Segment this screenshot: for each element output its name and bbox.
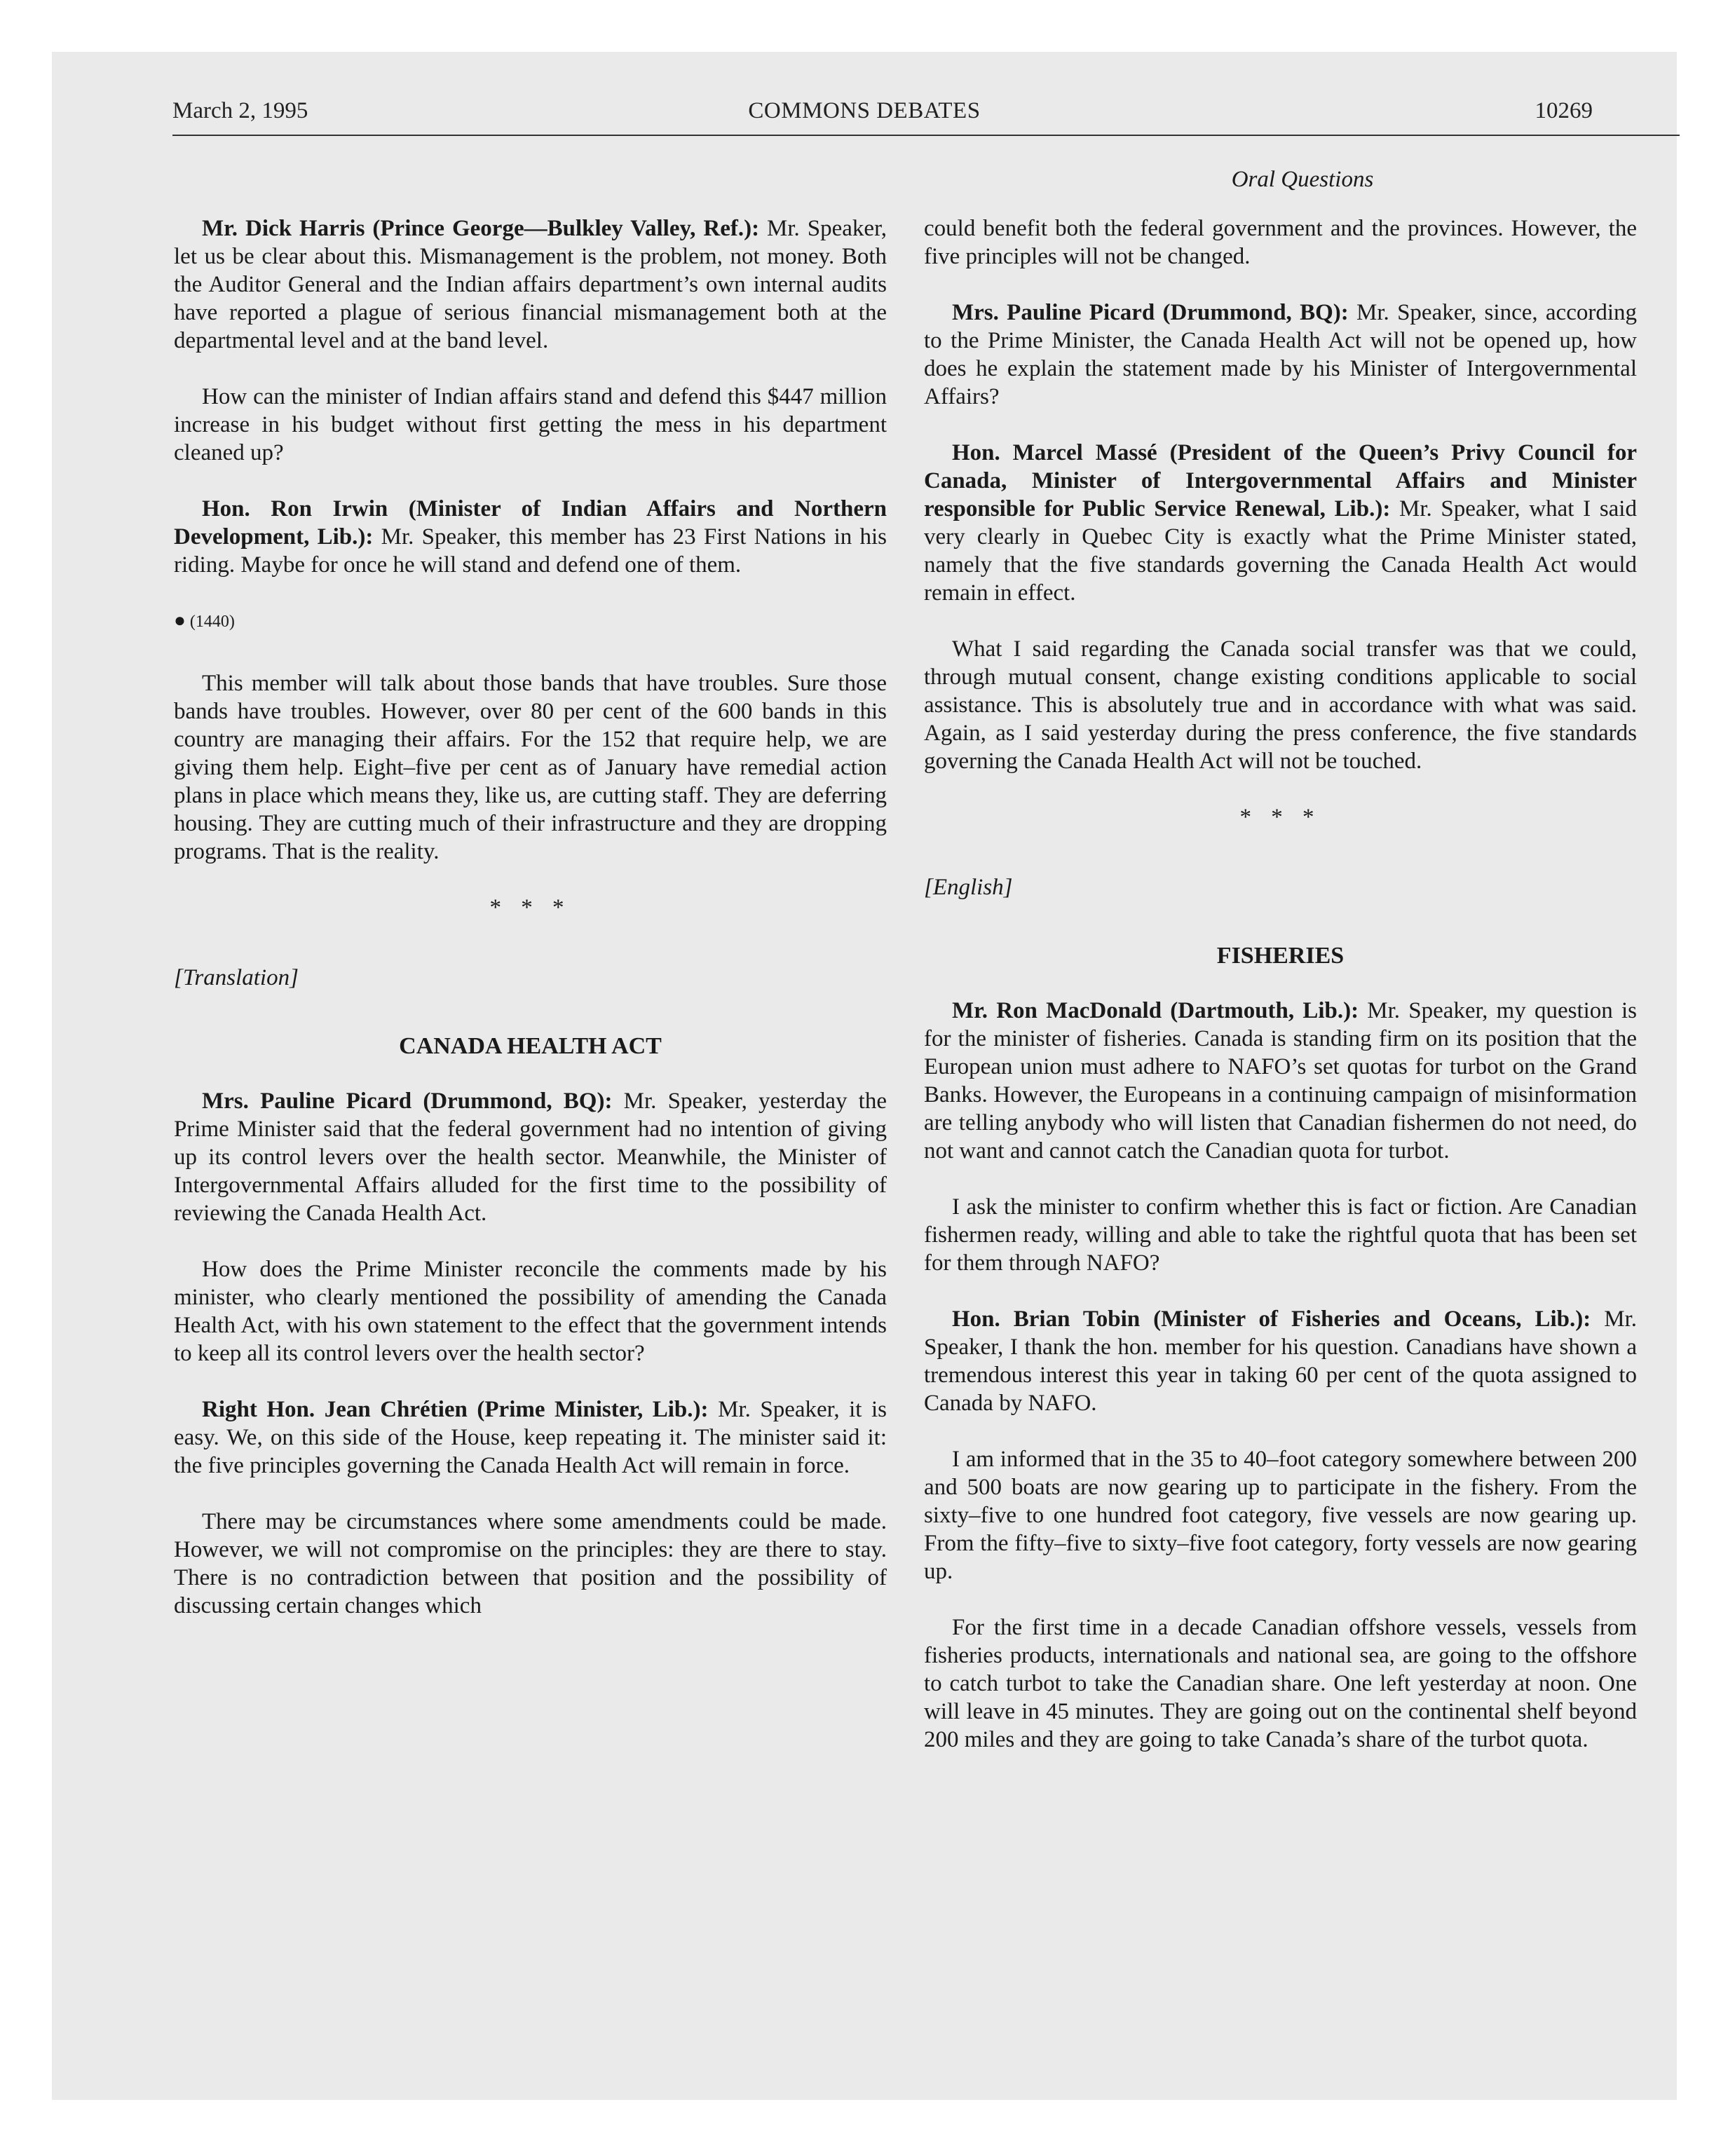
speaker-name: Mrs. Pauline Picard (Drummond, BQ): <box>952 300 1349 325</box>
speech-text: Mr. Speaker, since, according to the Prime Minister, the Canada Health Act will not be opened up, how does he explain the statement made by his Minister of Intergovernmental Affairs? <box>924 300 1637 409</box>
header-page-number: 10269 <box>1535 98 1593 123</box>
header-title: COMMONS DEBATES <box>748 98 981 123</box>
paragraph <box>924 997 1637 1165</box>
time-marker <box>174 607 887 636</box>
section-heading: FISHERIES <box>1216 943 1345 969</box>
speech-text: Mr. Speaker, yesterday the Prime Minister said that the federal government had no intention of giving up its control levers over the health sector. Meanwhile, the Minister of Intergovernmental Affairs alluded for the first time to the possibility of reviewing the Canada Health Act. <box>174 1089 887 1226</box>
speech-text: Mr. Speaker, let us be clear about this. Mismanagement is the problem, not money. Both the Auditor General and the Indian affairs department’s own internal audits have reported a plague of serious financial mismanagement both at the departmental level and at the band level. <box>174 216 887 353</box>
speaker-name: Mrs. Pauline Picard (Drummond, BQ): <box>202 1089 613 1114</box>
header-rule <box>172 135 1680 136</box>
paragraph <box>174 1396 887 1480</box>
paragraph: There may be circumstances where some amendments could be made. However, we will not compromise on the principles: they are there to stay. There is no contradiction between that position and the possibility of discussing certain changes which <box>174 1509 887 1618</box>
speech-text: Mr. Speaker, what I said very clearly in Quebec City is exactly what the Prime Minister stated, namely that the five standards governing the Canada Health Act would remain in effect. <box>924 496 1637 606</box>
time-marker-text: (1440) <box>189 613 235 631</box>
section-divider: * * * <box>489 895 571 920</box>
paragraph: I ask the minister to confirm whether this is fact or fiction. Are Canadian fishermen ready, willing and able to take the rightful quota that has been set for them through NAFO? <box>924 1194 1637 1276</box>
language-note-text: [English] <box>924 875 1013 900</box>
paragraph <box>924 299 1637 411</box>
right-column <box>924 214 1637 1782</box>
speaker-name: Hon. Brian Tobin (Minister of Fisheries and Oceans, Lib.): <box>952 1306 1591 1332</box>
left-column <box>174 214 887 1648</box>
paragraph <box>174 1087 887 1227</box>
paragraph: How does the Prime Minister reconcile the comments made by his minister, who clearly mentioned the possibility of amending the Canada Health Act, with his own statement to the effect that the government intends to keep all its control levers over the health sector? <box>174 1257 887 1366</box>
speech-text: Mr. Speaker, this member has 23 First Nations in his riding. Maybe for once he will stand and defend one of them. <box>174 524 887 578</box>
paragraph: could benefit both the federal government and the provinces. However, the five principles will not be changed. <box>924 216 1637 269</box>
paragraph <box>174 495 887 579</box>
paragraph: How can the minister of Indian affairs stand and defend this $447 million increase in his budget without first getting the mess in his department cleaned up? <box>174 384 887 465</box>
paragraph <box>924 1305 1637 1417</box>
paragraph: This member will talk about those bands that have troubles. Sure those bands have troubles. However, over 80 per cent of the 600 bands in this country are managing their affairs. For the 152 that require help, we are giving them help. Eight–five per cent as of January have remedial action plans in place which means they, like us, are cutting staff. They are deferring housing. They are cutting much of their infrastructure and they are dropping programs. That is the reality. <box>174 671 887 864</box>
language-note <box>174 964 887 992</box>
speaker-name: Mr. Dick Harris (Prince George—Bulkley Valley, Ref.): <box>202 216 760 241</box>
speaker-name: Hon. Ron Irwin (Minister of Indian Affairs and Northern Development, Lib.): <box>174 496 887 550</box>
speech-text: Mr. Speaker, I thank the hon. member for his question. Canadians have shown a tremendous interest this year in taking 60 per cent of the quota assigned to Canada by NAFO. <box>924 1306 1637 1416</box>
section-heading: CANADA HEALTH ACT <box>399 1033 662 1059</box>
language-note <box>924 873 1637 901</box>
speaker-name: Right Hon. Jean Chrétien (Prime Minister, Lib.): <box>202 1397 709 1422</box>
paragraph <box>174 214 887 355</box>
language-note-text: [Translation] <box>174 965 299 990</box>
header-date: March 2, 1995 <box>172 98 308 123</box>
paragraph: For the first time in a decade Canadian offshore vessels, vessels from fisheries products, internationals and national sea, are going to the offshore to catch turbot to take the Canadian share. One left yesterday at noon. One will leave in 45 minutes. They are going out on the continental shelf beyond 200 miles and they are going to take Canada’s share of the turbot quota. <box>924 1615 1637 1752</box>
paragraph <box>924 439 1637 607</box>
bullet-icon: ● <box>174 610 186 632</box>
speech-text: Mr. Speaker, it is easy. We, on this side of the House, keep repeating it. The minister said it: the five principles governing the Canada Health Act will remain in force. <box>174 1397 887 1478</box>
speaker-name: Hon. Marcel Massé (President of the Queen’s Privy Council for Canada, Minister of Intergovernmental Affairs and Minister responsible for Public Service Renewal, Lib.): <box>924 440 1637 521</box>
speaker-name: Mr. Ron MacDonald (Dartmouth, Lib.): <box>952 998 1359 1023</box>
speech-text: Mr. Speaker, my question is for the minister of fisheries. Canada is standing firm on its position that the European union must adhere to NAFO’s set quotas for turbot on the Grand Banks. However, the Europeans in a continuing campaign of misinformation are telling anybody who will listen that Canadian fishermen do not need, do not want and cannot catch the Canadian quota for turbot. <box>924 998 1637 1164</box>
section-header: Oral Questions <box>1231 167 1374 192</box>
paragraph: What I said regarding the Canada social transfer was that we could, through mutual consent, change existing conditions applicable to social assistance. This is absolutely true and in accordance with what was said. Again, as I said yesterday during the press conference, the five standards governing the Canada Health Act will not be touched. <box>924 636 1637 774</box>
section-divider: * * * <box>1239 805 1321 830</box>
paragraph: I am informed that in the 35 to 40–foot category somewhere between 200 and 500 boats are now gearing up to participate in the fishery. From the sixty–five to one hundred foot category, five vessels are now gearing up. From the fifty–five to sixty–five foot category, forty vessels are now gearing up. <box>924 1447 1637 1584</box>
document-page <box>52 52 1677 2100</box>
